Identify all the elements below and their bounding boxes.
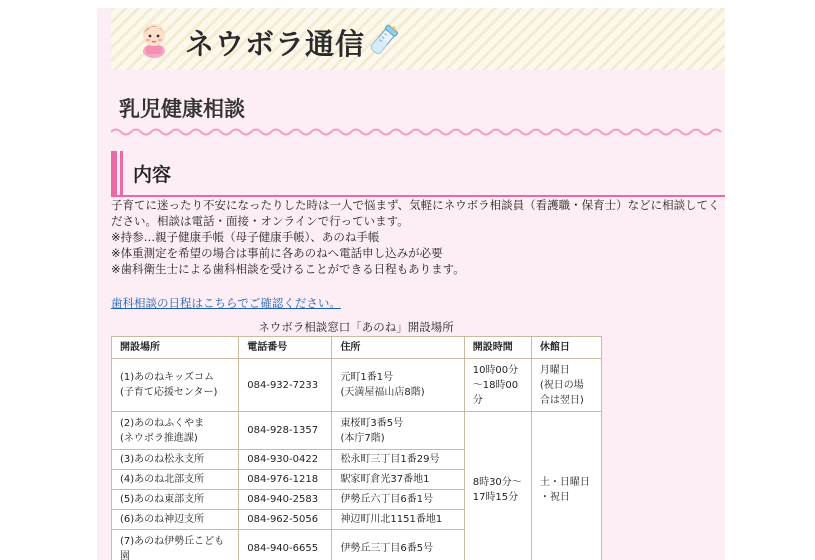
table-caption: ネウボラ相談窓口「あのね」開設場所 — [258, 320, 454, 334]
cell-hours: 10時00分 ～18時00 分 — [464, 359, 531, 412]
cell-closed: 月曜日 (祝日の場 合は翌日) — [531, 359, 601, 412]
cell-phone: 084-940-2583 — [239, 490, 332, 510]
cell-phone: 084-976-1218 — [239, 470, 332, 490]
page-content — [97, 8, 725, 560]
baby-bottle-icon — [366, 22, 400, 58]
column-header-phone: 電話番号 — [239, 337, 332, 359]
intro-line: ださい。相談は電話・面接・オンラインで行っています。 — [111, 214, 409, 228]
section-heading — [111, 151, 725, 197]
column-header-address: 住所 — [332, 337, 464, 359]
section-accent-bar-thin — [120, 151, 123, 195]
cell-place: (2)あのねふくやま (ネウボラ推進課) — [112, 412, 239, 450]
cell-phone: 084-940-6655 — [239, 530, 332, 560]
site-banner — [111, 8, 725, 70]
table-row — [112, 359, 602, 412]
cell-place: (6)あのね神辺支所 — [112, 510, 239, 530]
intro-line: ※体重測定を希望の場合は事前に各あのねへ電話申し込みが必要 — [111, 246, 443, 260]
cell-address: 伊勢丘六丁目6番1号 — [332, 490, 464, 510]
column-header-hours: 開設時間 — [464, 337, 531, 359]
intro-line: 子育てに迷ったり不安になったりした時は一人で悩まず、気軽にネウボラ相談員（看護職・保育士）などに相談してく — [111, 198, 720, 212]
baby-icon — [139, 20, 169, 58]
intro-text — [111, 197, 725, 277]
cell-phone: 084-962-5056 — [239, 510, 332, 530]
table-row — [112, 412, 602, 450]
column-header-place: 開設場所 — [112, 337, 239, 359]
section-heading-label: 内容 — [133, 164, 172, 186]
cell-address: 神辺町川北1151番地1 — [332, 510, 464, 530]
cell-address: 元町1番1号 (天満屋福山店8階) — [332, 359, 464, 412]
cell-closed: 土・日曜日 ・祝日 — [531, 412, 601, 560]
wave-divider — [111, 127, 725, 137]
cell-address: 松永町三丁目1番29号 — [332, 450, 464, 470]
section-accent-bar — [111, 151, 117, 195]
cell-phone: 084-930-0422 — [239, 450, 332, 470]
page-title: 乳児健康相談 — [119, 97, 245, 121]
cell-place: (1)あのねキッズコム (子育て応援センター) — [112, 359, 239, 412]
cell-phone: 084-932-7233 — [239, 359, 332, 412]
cell-place: (5)あのね東部支所 — [112, 490, 239, 510]
intro-line: ※歯科衛生士による歯科相談を受けることができる日程もあります。 — [111, 262, 465, 276]
cell-address: 東桜町3番5号 (本庁7階) — [332, 412, 464, 450]
table-header-row — [112, 337, 602, 359]
consultation-locations-table — [111, 336, 602, 560]
cell-address: 駅家町倉光37番地1 — [332, 470, 464, 490]
cell-hours: 8時30分～ 17時15分 — [464, 412, 531, 560]
column-header-closed: 休館日 — [531, 337, 601, 359]
dental-schedule-link[interactable]: 歯科相談の日程はこちらでご確認ください。 — [111, 296, 341, 310]
cell-phone: 084-928-1357 — [239, 412, 332, 450]
intro-line: ※持参…親子健康手帳（母子健康手帳）、あのね手帳 — [111, 230, 380, 244]
cell-place: (7)あのね伊勢丘こども 園 — [112, 530, 239, 560]
cell-place: (3)あのね松永支所 — [112, 450, 239, 470]
cell-place: (4)あのね北部支所 — [112, 470, 239, 490]
site-title[interactable]: ネウボラ通信 — [185, 27, 366, 61]
cell-address: 伊勢丘三丁目6番5号 — [332, 530, 464, 560]
